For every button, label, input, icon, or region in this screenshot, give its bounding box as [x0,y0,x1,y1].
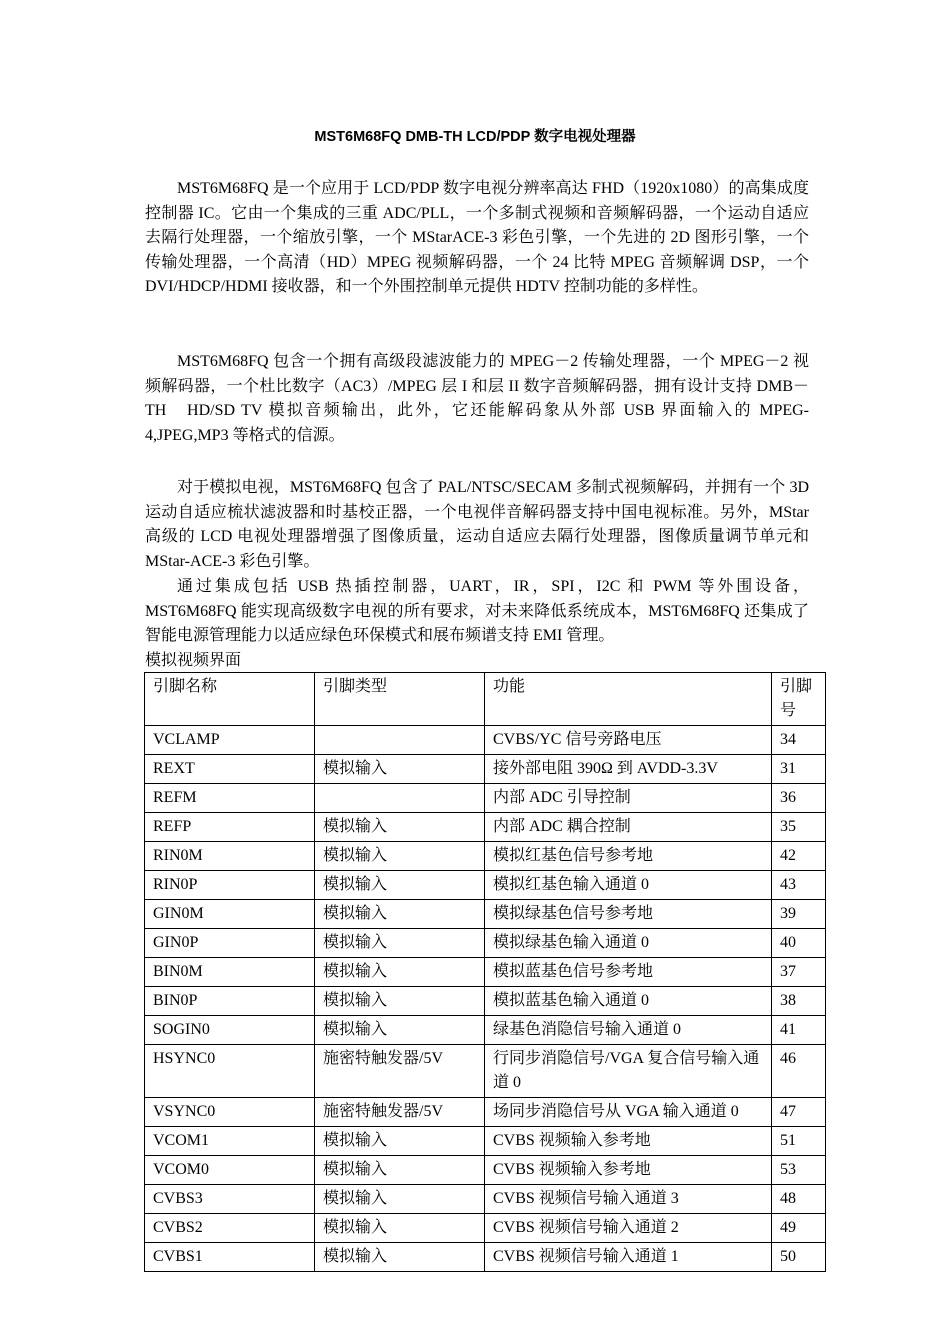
cell-pin-number: 53 [772,1156,826,1185]
cell-pin-name: RIN0M [145,842,315,871]
cell-pin-type: 施密特触发器/5V [315,1098,485,1127]
cell-pin-type: 模拟输入 [315,813,485,842]
cell-pin-type: 模拟输入 [315,929,485,958]
table-row [145,1045,826,1098]
table-row [145,1185,826,1214]
table-row [145,1214,826,1243]
cell-pin-number: 31 [772,755,826,784]
cell-pin-name: CVBS2 [145,1214,315,1243]
cell-pin-number: 35 [772,813,826,842]
cell-pin-type: 模拟输入 [315,1185,485,1214]
cell-function: CVBS 视频输入参考地 [485,1127,772,1156]
table-header-row [145,673,826,726]
table-row [145,1156,826,1185]
cell-function: 模拟绿基色输入通道 0 [485,929,772,958]
cell-pin-name: BIN0P [145,987,315,1016]
table-row [145,1127,826,1156]
table-row [145,784,826,813]
cell-pin-number: 40 [772,929,826,958]
document-title: MST6M68FQ DMB-TH LCD/PDP 数字电视处理器 [314,129,636,145]
cell-pin-name: VSYNC0 [145,1098,315,1127]
cell-function: CVBS/YC 信号旁路电压 [485,726,772,755]
cell-function: 内部 ADC 引导控制 [485,784,772,813]
cell-pin-name: GIN0M [145,900,315,929]
cell-pin-name: BIN0M [145,958,315,987]
cell-pin-name: HSYNC0 [145,1045,315,1098]
cell-pin-name: VCOM1 [145,1127,315,1156]
cell-pin-type: 模拟输入 [315,1156,485,1185]
table-row [145,1098,826,1127]
cell-function: 模拟蓝基色输入通道 0 [485,987,772,1016]
pin-table [144,672,826,1272]
cell-function: 模拟红基色信号参考地 [485,842,772,871]
cell-pin-type [315,784,485,813]
header-pin-number: 引脚号 [772,673,826,726]
table-body [145,726,826,1272]
cell-pin-number: 48 [772,1185,826,1214]
cell-function: 接外部电阻 390Ω 到 AVDD-3.3V [485,755,772,784]
header-pin-type: 引脚类型 [315,673,485,726]
cell-pin-name: REXT [145,755,315,784]
cell-pin-number: 42 [772,842,826,871]
table-row [145,755,826,784]
table-row [145,813,826,842]
cell-function: 内部 ADC 耦合控制 [485,813,772,842]
cell-pin-type: 施密特触发器/5V [315,1045,485,1098]
cell-function: 行同步消隐信号/VGA 复合信号输入通道 0 [485,1045,772,1098]
cell-pin-name: CVBS3 [145,1185,315,1214]
table-row [145,1243,826,1272]
cell-pin-type: 模拟输入 [315,1127,485,1156]
paragraph-analog-tv: 对于模拟电视，MST6M68FQ 包含了 PAL/NTSC/SECAM 多制式视频解码，并拥有一个 3D 运动自适应梳状滤波器和时基校正器，一个电视伴音解码器支持中国电视标准。另外，MStar 高级的 LCD 电视处理器增强了图像质量，运动自适应去隔行处理器，图像质量调节单元和 MStar-ACE-3 彩色引擎。 [145,479,809,570]
cell-function: CVBS 视频信号输入通道 1 [485,1243,772,1272]
table-row [145,900,826,929]
cell-pin-name: REFM [145,784,315,813]
cell-pin-name: VCLAMP [145,726,315,755]
cell-pin-type: 模拟输入 [315,1016,485,1045]
cell-function: CVBS 视频信号输入通道 3 [485,1185,772,1214]
cell-pin-type: 模拟输入 [315,958,485,987]
table-row [145,987,826,1016]
cell-pin-name: GIN0P [145,929,315,958]
header-function: 功能 [485,673,772,726]
cell-function: CVBS 视频信号输入通道 2 [485,1214,772,1243]
table-row [145,929,826,958]
section-label: 模拟视频界面 [145,652,242,669]
cell-pin-type: 模拟输入 [315,871,485,900]
paragraph-peripherals: 通过集成包括 USB 热插控制器，UART，IR，SPI，I2C 和 PWM 等外围设备，MST6M68FQ 能实现高级数字电视的所有要求，对未来降低系统成本，MST6M68FQ 还集成了智能电源管理能力以适应绿色环保模式和展布频谱支持 EMI 管理。 [145,578,809,644]
cell-pin-name: SOGIN0 [145,1016,315,1045]
cell-pin-name: VCOM0 [145,1156,315,1185]
cell-pin-number: 41 [772,1016,826,1045]
cell-function: 模拟蓝基色信号参考地 [485,958,772,987]
table-row [145,842,826,871]
cell-pin-number: 46 [772,1045,826,1098]
cell-pin-number: 39 [772,900,826,929]
cell-pin-number: 51 [772,1127,826,1156]
cell-pin-type: 模拟输入 [315,900,485,929]
cell-pin-type [315,726,485,755]
cell-pin-number: 47 [772,1098,826,1127]
cell-pin-type: 模拟输入 [315,755,485,784]
cell-pin-number: 49 [772,1214,826,1243]
cell-pin-type: 模拟输入 [315,1214,485,1243]
cell-pin-type: 模拟输入 [315,1243,485,1272]
cell-pin-name: RIN0P [145,871,315,900]
cell-pin-number: 34 [772,726,826,755]
cell-pin-number: 43 [772,871,826,900]
cell-pin-name: REFP [145,813,315,842]
header-pin-name: 引脚名称 [145,673,315,726]
table-row [145,726,826,755]
cell-function: 场同步消隐信号从 VGA 输入通道 0 [485,1098,772,1127]
table-row [145,1016,826,1045]
cell-pin-number: 38 [772,987,826,1016]
table-row [145,958,826,987]
cell-pin-name: CVBS1 [145,1243,315,1272]
cell-function: 绿基色消隐信号输入通道 0 [485,1016,772,1045]
paragraph-overview: MST6M68FQ 是一个应用于 LCD/PDP 数字电视分辨率高达 FHD（1920x1080）的高集成度控制器 IC。它由一个集成的三重 ADC/PLL，一个多制式视频和音频解码器，一个运动自适应去隔行处理器，一个缩放引擎，一个 MStarACE-3 彩色引擎，一个先进的 2D 图形引擎，一个传输处理器，一个高清（HD）MPEG 视频解码器，一个 24 比特 MPEG 音频解调 DSP，一个 DVI/HDCP/HDMI 接收器，和一个外围控制单元提供 HDTV 控制功能的多样性。 [145,180,809,295]
cell-pin-type: 模拟输入 [315,842,485,871]
table-row [145,871,826,900]
cell-function: 模拟红基色输入通道 0 [485,871,772,900]
cell-pin-type: 模拟输入 [315,987,485,1016]
paragraph-mpeg: MST6M68FQ 包含一个拥有高级段滤波能力的 MPEG－2 传输处理器，一个 MPEG－2 视频解码器，一个杜比数字（AC3）/MPEG 层 I 和层 II 数字音频解码器，拥有设计支持 DMB－TH HD/SD TV 模拟音频输出，此外，它还能解码象从外部 USB 界面输入的 MPEG-4,JPEG,MP3 等格式的信源。 [145,353,809,444]
cell-pin-number: 37 [772,958,826,987]
cell-function: CVBS 视频输入参考地 [485,1156,772,1185]
cell-function: 模拟绿基色信号参考地 [485,900,772,929]
cell-pin-number: 36 [772,784,826,813]
cell-pin-number: 50 [772,1243,826,1272]
